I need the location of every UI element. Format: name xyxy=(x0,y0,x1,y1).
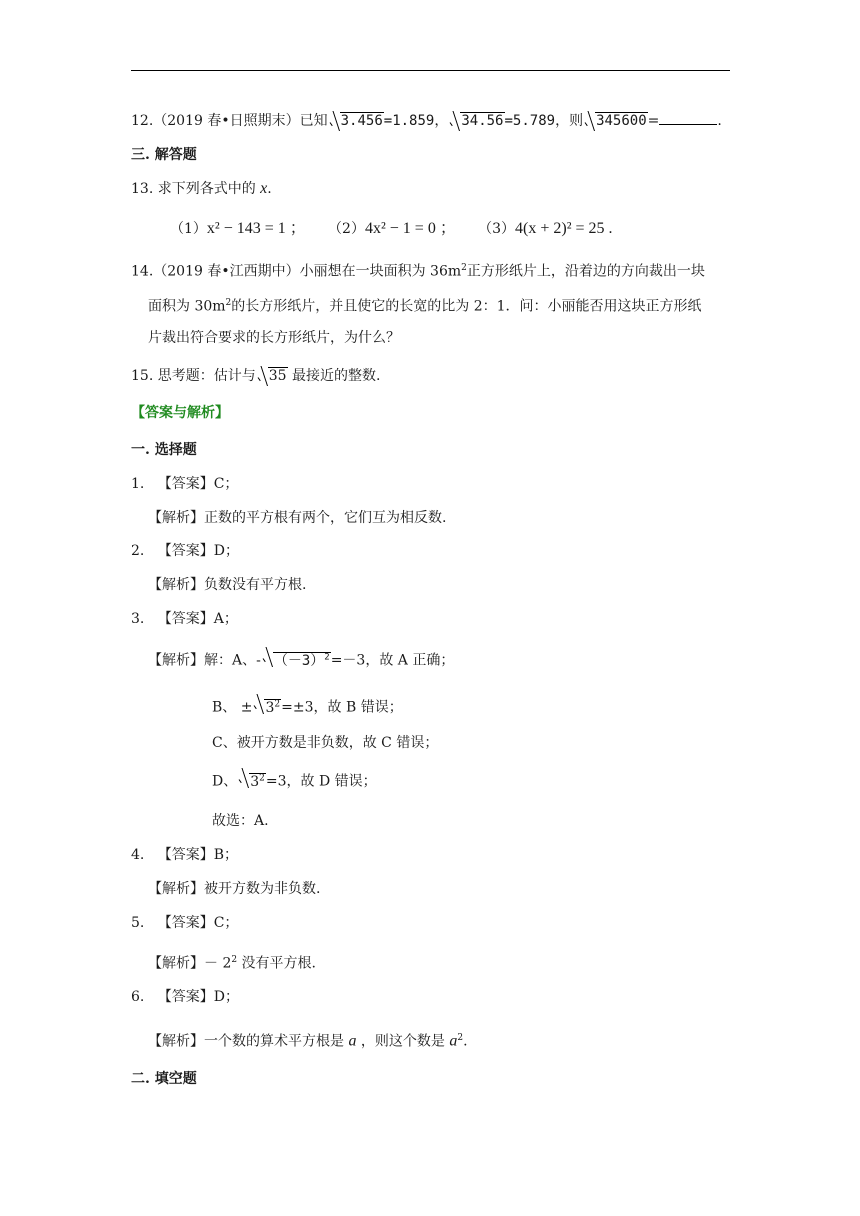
analysis-item-3-d: D、 $3^2=3$，故 D 错误； xyxy=(212,768,377,792)
question-14-line-1: 14.（2019 春•江西期中）小丽想在一块面积为 $36m^2$正方形纸片上，沿着边的方向裁出一块 xyxy=(131,263,705,280)
question-14-line-2: 面积为 $30m^2$的长方形纸片，并且使它的长宽的比为 2：1．问：小丽能否用这块正方形纸 xyxy=(148,298,702,315)
question-13-parts: （1）x² − 143 = 1 ； （2）4x² − 1 = 0 ； （3）4(x + 2)² = 25 . xyxy=(170,220,613,237)
answer-item-4: 4. 【答案】B； xyxy=(131,847,239,863)
answer-blank xyxy=(659,110,717,125)
radical-sign: 35 xyxy=(258,366,288,386)
header-rule xyxy=(131,70,730,71)
radical-sign: $3^2$ xyxy=(239,768,266,792)
radical-sign: 3.456 xyxy=(330,111,384,131)
section-heading-3: 三. 解答题 xyxy=(131,147,197,163)
analysis-item-3-b: B、 ± $3^2=\pm 3$，故 B 错误； xyxy=(212,694,403,718)
answer-item-5: 5. 【答案】C； xyxy=(131,915,239,931)
analysis-item-4: 【解析】被开方数为非负数. xyxy=(148,881,321,897)
analysis-item-3-a: 【解析】解：A、- $(-3)^2=-3$，故 A 正确； xyxy=(148,647,454,671)
answer-item-1: 1. 【答案】C； xyxy=(131,476,239,492)
answer-item-3: 3. 【答案】A； xyxy=(131,611,238,627)
answer-item-2: 2. 【答案】D； xyxy=(131,543,239,559)
analysis-item-2: 【解析】负数没有平方根. xyxy=(148,577,307,593)
analysis-item-3-c: C、被开方数是非负数，故 C 错误； xyxy=(212,735,439,751)
analysis-item-1: 【解析】正数的平方根有两个，它们互为相反数. xyxy=(148,510,447,526)
question-14-line-3: 片裁出符合要求的长方形纸片，为什么？ xyxy=(148,330,400,346)
section-heading-1: 一. 选择题 xyxy=(131,442,197,458)
radical-sign: $3^2$ xyxy=(254,694,281,718)
analysis-item-6: 【解析】一个数的算术平方根是 a ，则这个数是 $a^2$. xyxy=(148,1032,468,1050)
radical-sign: $(-3)^2$ xyxy=(263,647,331,671)
radical-sign: 345600 xyxy=(585,111,648,131)
question-13: 13. 求下列各式中的 x. xyxy=(131,180,272,197)
answer-item-6: 6. 【答案】D； xyxy=(131,989,239,1005)
question-12: 12.（2019 春•日照期末）已知 3.456=1.859， 34.56=5.789，则 345600= . xyxy=(131,110,722,131)
analysis-item-3-choose: 故选：A. xyxy=(212,813,269,829)
question-15: 15. 思考题：估计与 35 最接近的整数. xyxy=(131,368,381,384)
section-heading-2: 二. 填空题 xyxy=(131,1071,197,1087)
radical-sign: 34.56 xyxy=(450,111,504,131)
answer-section-heading: 【答案与解析】 xyxy=(131,405,229,421)
analysis-item-5: 【解析】－ $2^2$ 没有平方根. xyxy=(148,955,316,972)
